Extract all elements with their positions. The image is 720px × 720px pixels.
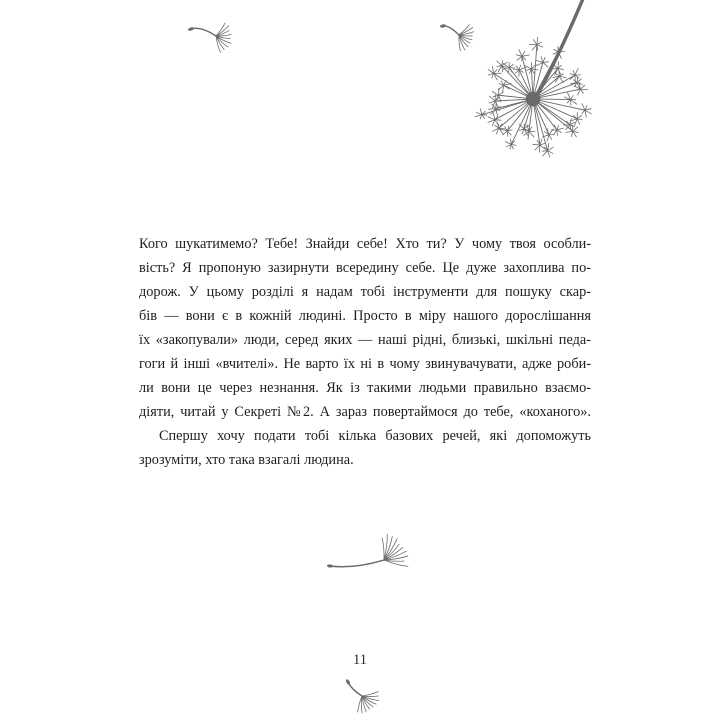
dandelion-illustration	[475, 0, 591, 157]
body-text-line: ли вони це через незнання. Як із такими людьми правильно взаємо-	[139, 380, 591, 396]
dandelion-seed-illustration-bottom-edge	[345, 679, 379, 713]
dandelion-seed-illustration-top-right	[440, 24, 474, 51]
body-text-line: вість? Я пропоную зазирнути всередину себе. Це дуже захоплива по-	[139, 260, 591, 276]
body-text-line: діяти, читай у Секреті №2. А зараз повертаймося до тебе, «коханого».	[139, 404, 591, 420]
page-number: 11	[353, 652, 367, 668]
body-text-line: зрозуміти, хто така взагалі людина.	[139, 452, 354, 468]
dandelion-seed-illustration-top-left	[188, 23, 231, 52]
body-text-line: Спершу хочу подати тобі кілька базових речей, які допоможуть	[159, 428, 591, 444]
body-text-line: їх «закопували» люди, серед яких — наші рідні, близькі, шкільні педа-	[139, 332, 591, 348]
dandelion-seed-illustration-bottom-center	[327, 534, 408, 568]
body-text-line: гоги й інші «вчителі». Не варто їх ні в чому звинувачувати, адже роби-	[139, 356, 591, 372]
body-text	[139, 232, 591, 472]
body-text-line: Кого шукатимемо? Тебе! Знайди себе! Хто ти? У чому твоя особли-	[139, 236, 591, 252]
body-text-line: бів — вони є в кожній людині. Просто в міру нашого дорослішання	[139, 308, 591, 324]
body-text-line: дорож. У цьому розділі я надам тобі інструменти для пошуку скар-	[139, 284, 591, 300]
